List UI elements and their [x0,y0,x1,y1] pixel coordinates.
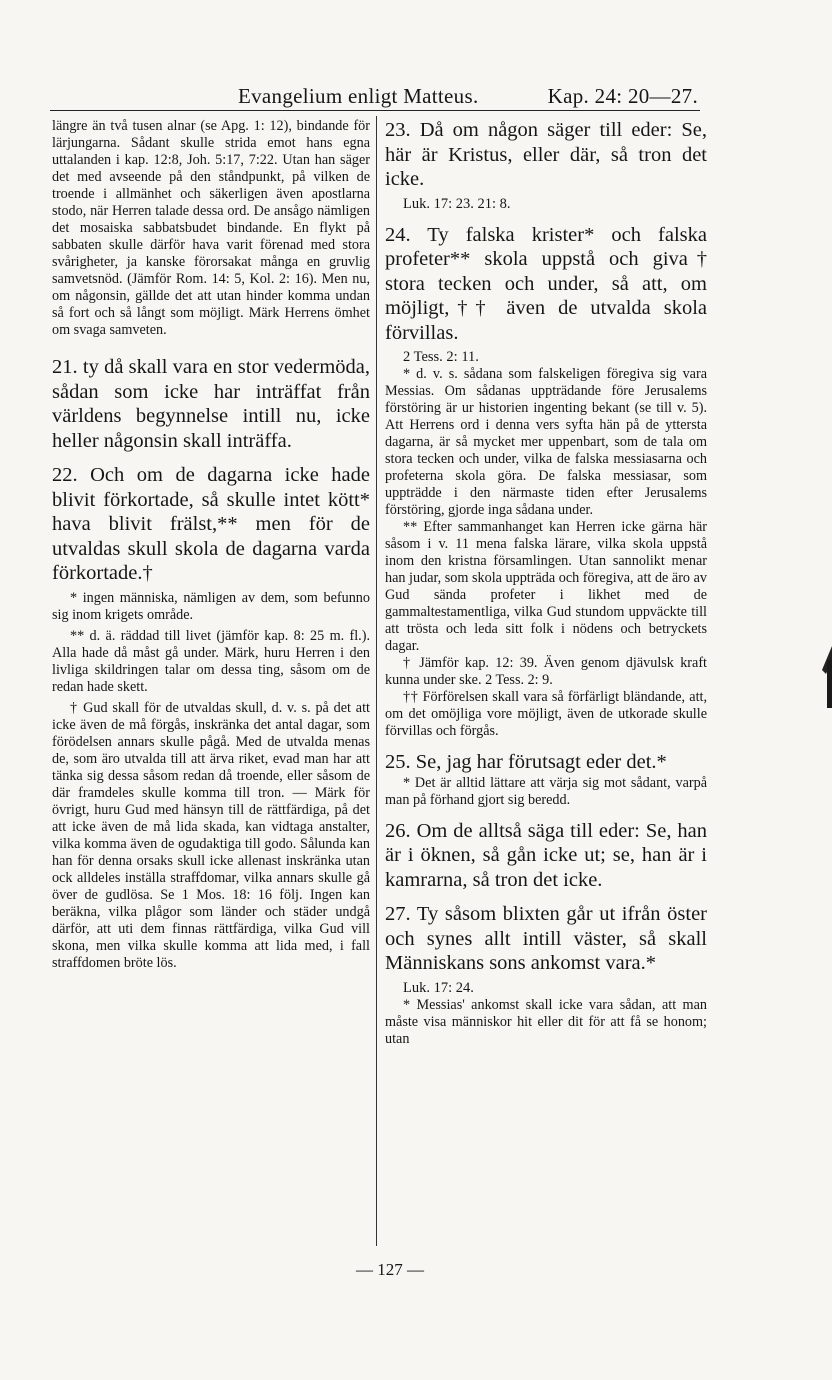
page-edge-mark [818,640,832,710]
footnote-27-star: * Messias' ankomst skall icke vara sådan, att man måste visa människor hit eller dit för att få se honom; utan [385,996,707,1047]
running-header [50,80,700,111]
verse-25: 25. Se, jag har förutsagt eder det.* [385,751,667,773]
verse-22: 22. Och om de dagarna icke hade blivit förkortade, så skulle intet kött* hava blivit frälst,** men för de utvaldas skull skola de dagarna varda förkortade.† [52,464,370,584]
footnote-24-dagger: † Jämför kap. 12: 39. Även genom djävulsk kraft kunna under ske. 2 Tess. 2: 9. [385,655,707,688]
book-title: Evangelium enligt Matteus. [238,84,479,108]
right-column [385,118,707,1048]
verse-21: 21. ty då skall vara en stor vedermöda, sådan som icke har inträffat från världens begynnelse intill nu, icke heller någonsin skall inträffa. [52,356,370,452]
reference-27: Luk. 17: 24. [403,979,474,996]
left-column [52,118,370,972]
footnote-22-star: * ingen människa, nämligen av dem, som befunno sig inom krigets område. [52,589,370,623]
footnote-24-double-star: ** Efter sammanhanget kan Herren icke gärna här såsom i v. 11 mena falska lärare, vilka skola uppstå inom den kristna församlingen. Utan sannolikt menar han judar, som skola uppträda och föregiva, att de äro av Gud sända profeter i likhet med de gammaltestamentliga, vilka Gud stundom uppväckte till att trösta och leda sitt folk i nödens och betryckets dagar. [385,519,707,654]
footnote-25-star: * Det är alltid lättare att värja sig mot sådant, varpå man på förhand gjort sig beredd. [385,774,707,808]
reference-23: Luk. 17: 23. 21: 8. [403,195,511,212]
footnote-24-double-dagger: †† Förförelsen skall vara så förfärligt bländande, att, om det omöjliga vore möjligt, även de utkorade skulle förvillas och förgås. [385,689,707,739]
column-divider [376,116,377,1246]
chapter-reference: Kap. 24: 20—27. [547,84,698,108]
footnote-22-dagger: † Gud skall för de utvaldas skull, d. v. s. på det att icke även de må förgås, inskränka det antal dagar, som förödelsen annars skulle pågå. Med de utvalda menas de, som äro utvalda till att ärva riket, evad man har att tänka sig dessa såsom redan då troende, eller såsom de där framdeles skulle komma till tron. — Märk för övrigt, huru Gud med hänsyn till de rättfärdiga, på det att icke även de må lida skada, kan vidtaga anstalter, vilka komma även de ogudaktiga till godo. Sålunda kan han för denna orsaks skull icke allenast inskränka utan ock alldeles inställa straffdomar, vilka annars skulle gå över de gudlösa. Se 1 Mos. 18: 16 följ. Ingen kan beräkna, vilka plågor som länder och städer undgå därför, att uti dem finnas rättfärdiga, vilka Gud vill skona, men vilka skulle komma att lida med, i fall straffdomen bröte lös. [52,699,370,971]
reference-24: 2 Tess. 2: 11. [403,349,479,365]
verse-23: 23. Då om någon säger till eder: Se, här är Kristus, eller där, så tron det icke. [385,119,707,190]
continued-commentary: längre än två tusen alnar (se Apg. 1: 12), bindande för lärjungarna. Sådant skulle strida emot hans egna uttalanden i kap. 12:8, Joh. 5:17, 7:22. Utan han säger det med avseende på den ståndpunkt, på vilken de troende i allmänhet och säkerligen även apostlarna stodo, när Herren talade dessa ord. De ansågo nämligen det mosaiska sabbatsbudet bindande. En flykt på sabbaten skulle därför hava varit förenad med stora svårigheter, ja kanske förorsakat många en gruvlig samvetsnöd. (Jämför Rom. 14: 5, Kol. 2: 16). Men nu, om någonsin, gällde det att utan hinder komma undan så fort och så långt som möjligt. Märk Herrens ömhet om svaga samveten. [52,118,370,338]
verse-27: 27. Ty såsom blixten går ut ifrån öster och synes allt intill väster, så skall Människans sons ankomst vara.* [385,903,707,974]
footnote-24-star: * d. v. s. sådana som falskeligen föregiva sig vara Messias. Om sådanas uppträdande före Jerusalems förstöring är ur historien ingenting bekant (se till v. 5). Att Herrens ord i denna vers syfta hän på de yttersta dagarna, är så mycket mer uppenbart, som de tala om stora tecken och under, vilka de falska messiasarna och profeterna skola göra. De falska messiasar, som uppträdde i den närmaste tiden efter Jerusalems förstöring, gjorde inga sådana under. [385,366,707,518]
page-number: — 127 — [356,1260,424,1279]
footnote-22-double-star: ** d. ä. räddad till livet (jämför kap. 8: 25 m. fl.). Alla hade då måst gå under. Märk, huru Herren i den livliga skildringen talar om dessa ting, såsom om de redan hade skett. [52,627,370,695]
verse-24: 24. Ty falska krister* och falska profeter** skola uppstå och givа† stora tecken och under, så att, om möjligt,†† även de utvalda skola förvillas. [385,223,707,344]
verse-26: 26. Om de alltså säga till eder: Se, han är i öknen, så gån icke ut; se, han är i kamrarna, så tron det icke. [385,819,707,891]
